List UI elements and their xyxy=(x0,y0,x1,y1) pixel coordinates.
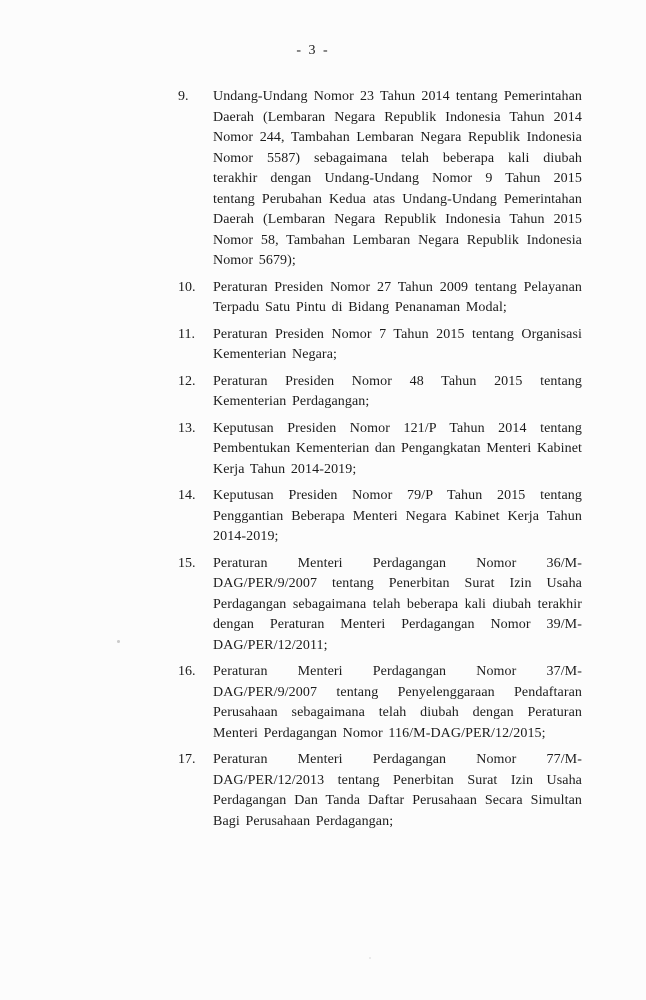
list-item-text: Peraturan Presiden Nomor 27 Tahun 2009 tentang Pelayanan Terpadu Satu Pintu di Bidang Penanaman Modal; xyxy=(213,279,582,315)
list-item xyxy=(178,87,582,272)
list-item-number: 15. xyxy=(178,555,196,571)
list-item-number: 13. xyxy=(178,420,196,436)
list-item-text: Undang-Undang Nomor 23 Tahun 2014 tentang Pemerintahan Daerah (Lembaran Negara Republik Indonesia Tahun 2014 Nomor 244, Tambahan Lembaran Negara Republik Indonesia Nomor 5587) sebagaimana telah beberapa kali diubah terakhir dengan Undang-Undang Nomor 9 Tahun 2015 tentang Perubahan Kedua atas Undang-Undang Pemerintahan Daerah (Lembaran Negara Republik Indonesia Tahun 2015 Nomor 58, Tambahan Lembaran Negara Republik Indonesia Nomor 5679); xyxy=(213,89,582,268)
list-item-text: Peraturan Menteri Perdagangan Nomor 37/M-DAG/PER/9/2007 tentang Penyelenggaraan Pendaftaran Perusahaan sebagaimana telah diubah dengan Peraturan Menteri Perdagangan Nomor 116/M-DAG/PER/12/2015; xyxy=(213,664,582,741)
list-item xyxy=(178,278,582,319)
list-item-text: Peraturan Presiden Nomor 48 Tahun 2015 tentang Kementerian Perdagangan; xyxy=(213,373,582,409)
list-item-text: Keputusan Presiden Nomor 121/P Tahun 2014 tentang Pembentukan Kementerian dan Pengangkatan Menteri Kabinet Kerja Tahun 2014-2019; xyxy=(213,420,582,477)
list-item xyxy=(178,554,582,657)
list-item-text: Peraturan Presiden Nomor 7 Tahun 2015 tentang Organisasi Kementerian Negara; xyxy=(213,326,582,362)
list-item-text: Peraturan Menteri Perdagangan Nomor 77/M-DAG/PER/12/2013 tentang Penerbitan Surat Izin Usaha Perdagangan Dan Tanda Daftar Perusahaan Secara Simultan Bagi Perusahaan Perdagangan; xyxy=(213,752,582,829)
list-item xyxy=(178,750,582,832)
page-number: - 3 - xyxy=(296,43,330,58)
list-item-text: Keputusan Presiden Nomor 79/P Tahun 2015 tentang Penggantian Beberapa Menteri Negara Kabinet Kerja Tahun 2014-2019; xyxy=(213,488,582,544)
list-item xyxy=(178,486,582,548)
list-item xyxy=(178,325,582,366)
list-item-number: 14. xyxy=(178,488,196,503)
scan-artifact-speck xyxy=(117,640,120,643)
list-item-number: 9. xyxy=(178,89,189,104)
list-item-number: 17. xyxy=(178,752,196,767)
list-item xyxy=(178,372,582,413)
list-item-number: 11. xyxy=(178,326,195,342)
list-item xyxy=(178,419,582,481)
legal-considerations-list xyxy=(178,87,582,838)
list-item-number: 12. xyxy=(178,373,196,389)
scan-artifact-speck xyxy=(369,957,371,959)
list-item-text: Peraturan Menteri Perdagangan Nomor 36/M-DAG/PER/9/2007 tentang Penerbitan Surat Izin Usaha Perdagangan sebagaimana telah beberapa kali diubah terakhir dengan Peraturan Menteri Perdagangan Nomor 39/M-DAG/PER/12/2011; xyxy=(213,555,582,653)
list-item xyxy=(178,662,582,744)
list-item-number: 10. xyxy=(178,279,196,295)
list-item-number: 16. xyxy=(178,664,196,679)
